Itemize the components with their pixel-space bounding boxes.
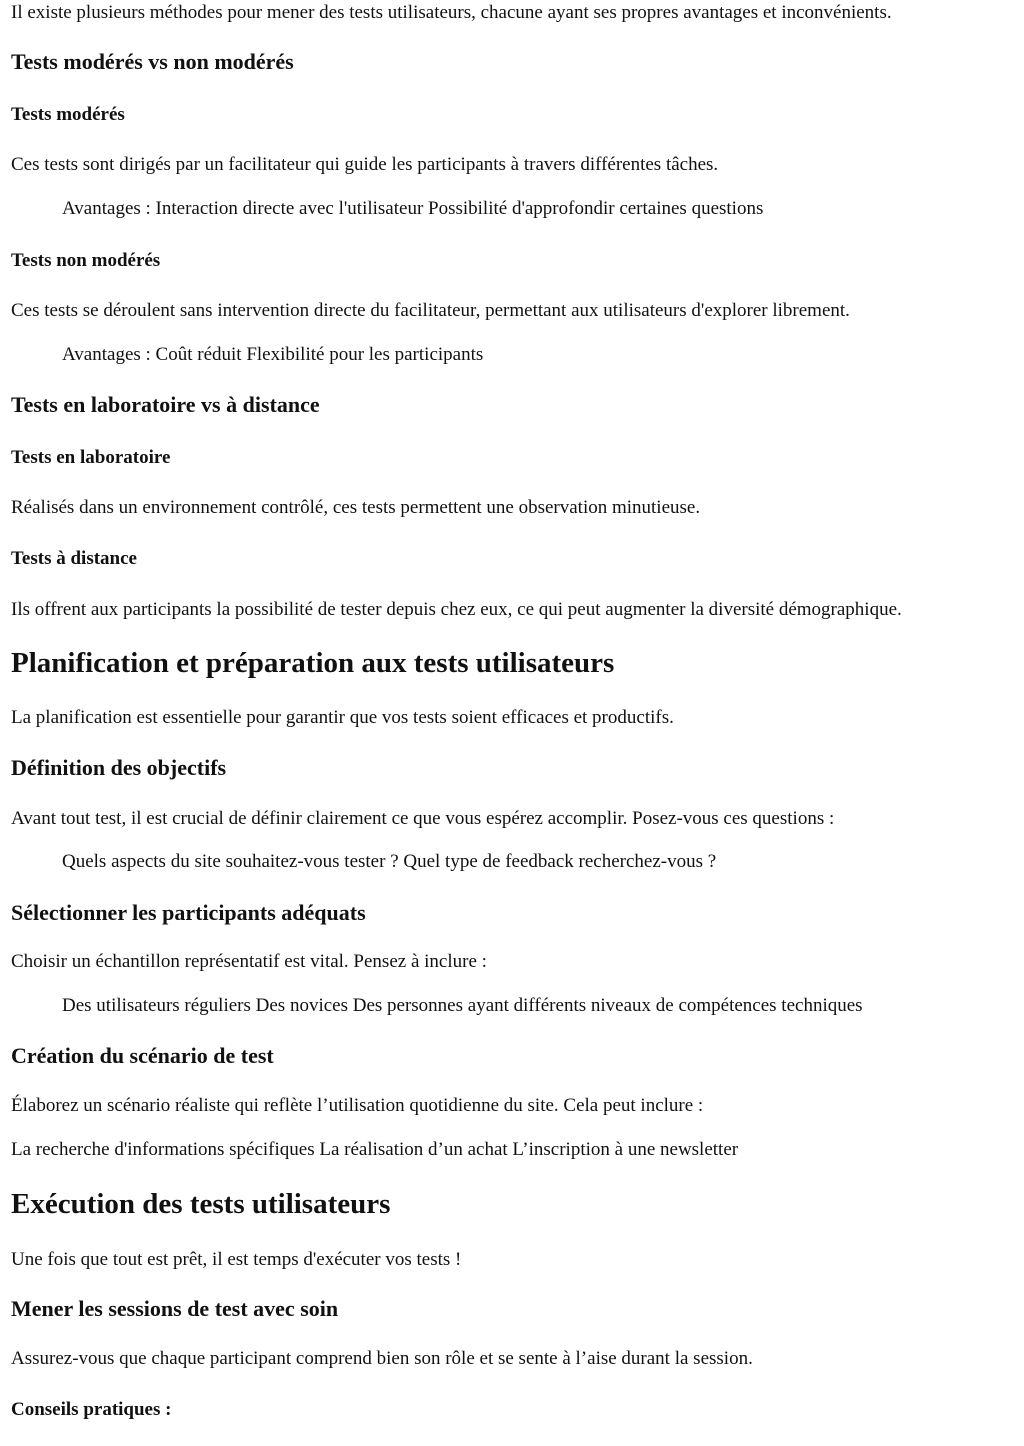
paragraph-planification: La planification est essentielle pour garantir que vos tests soient efficaces et productifs. bbox=[11, 707, 674, 728]
heading-creation-scenario: Création du scénario de test bbox=[11, 1043, 274, 1068]
quote-types-participants: Des utilisateurs réguliers Des novices Des personnes ayant différents niveaux de compétences techniques bbox=[62, 995, 863, 1016]
paragraph-scenario-exemples: La recherche d'informations spécifiques La réalisation d’un achat L’inscription à une newsletter bbox=[11, 1139, 739, 1160]
paragraph-tests-distance: Ils offrent aux participants la possibilité de tester depuis chez eux, ce qui peut augmenter la diversité démographique. bbox=[11, 599, 902, 620]
heading-selection-participants: Sélectionner les participants adéquats bbox=[11, 900, 366, 925]
intro-paragraph: Il existe plusieurs méthodes pour mener des tests utilisateurs, chacune ayant ses propres avantages et inconvénients. bbox=[11, 2, 892, 23]
heading-mener-sessions: Mener les sessions de test avec soin bbox=[11, 1296, 339, 1321]
heading-tests-distance: Tests à distance bbox=[11, 548, 137, 569]
paragraph-creation-scenario: Élaborez un scénario réaliste qui reflète l’utilisation quotidienne du site. Cela peut inclure : bbox=[11, 1095, 704, 1116]
heading-tests-non-moderes: Tests non modérés bbox=[11, 250, 161, 271]
quote-avantages-moderes: Avantages : Interaction directe avec l'utilisateur Possibilité d'approfondir certaines questions bbox=[62, 198, 764, 219]
paragraph-definition-objectifs: Avant tout test, il est crucial de définir clairement ce que vous espérez accomplir. Posez-vous ces questions : bbox=[11, 808, 835, 829]
heading-laboratoire-vs-distance: Tests en laboratoire vs à distance bbox=[11, 392, 320, 417]
paragraph-tests-moderes: Ces tests sont dirigés par un facilitateur qui guide les participants à travers différentes tâches. bbox=[11, 154, 719, 175]
quote-avantages-non-moderes: Avantages : Coût réduit Flexibilité pour les participants bbox=[62, 344, 484, 365]
heading-execution: Exécution des tests utilisateurs bbox=[11, 1188, 391, 1220]
heading-tests-laboratoire: Tests en laboratoire bbox=[11, 447, 171, 468]
heading-planification: Planification et préparation aux tests utilisateurs bbox=[11, 647, 615, 679]
paragraph-execution: Une fois que tout est prêt, il est temps d'exécuter vos tests ! bbox=[11, 1249, 462, 1270]
quote-questions-objectifs: Quels aspects du site souhaitez-vous tester ? Quel type de feedback recherchez-vous ? bbox=[62, 851, 717, 872]
paragraph-mener-sessions: Assurez-vous que chaque participant comprend bien son rôle et se sente à l’aise durant la session. bbox=[11, 1348, 753, 1369]
heading-conseils-pratiques: Conseils pratiques : bbox=[11, 1399, 172, 1420]
paragraph-tests-non-moderes: Ces tests se déroulent sans intervention directe du facilitateur, permettant aux utilisateurs d'explorer librement. bbox=[11, 300, 850, 321]
heading-tests-moderes: Tests modérés bbox=[11, 104, 125, 125]
heading-definition-objectifs: Définition des objectifs bbox=[11, 755, 227, 780]
paragraph-tests-laboratoire: Réalisés dans un environnement contrôlé, ces tests permettent une observation minutieuse. bbox=[11, 497, 701, 518]
heading-moderes-vs-non-moderes: Tests modérés vs non modérés bbox=[11, 49, 294, 74]
paragraph-selection-participants: Choisir un échantillon représentatif est vital. Pensez à inclure : bbox=[11, 951, 487, 972]
